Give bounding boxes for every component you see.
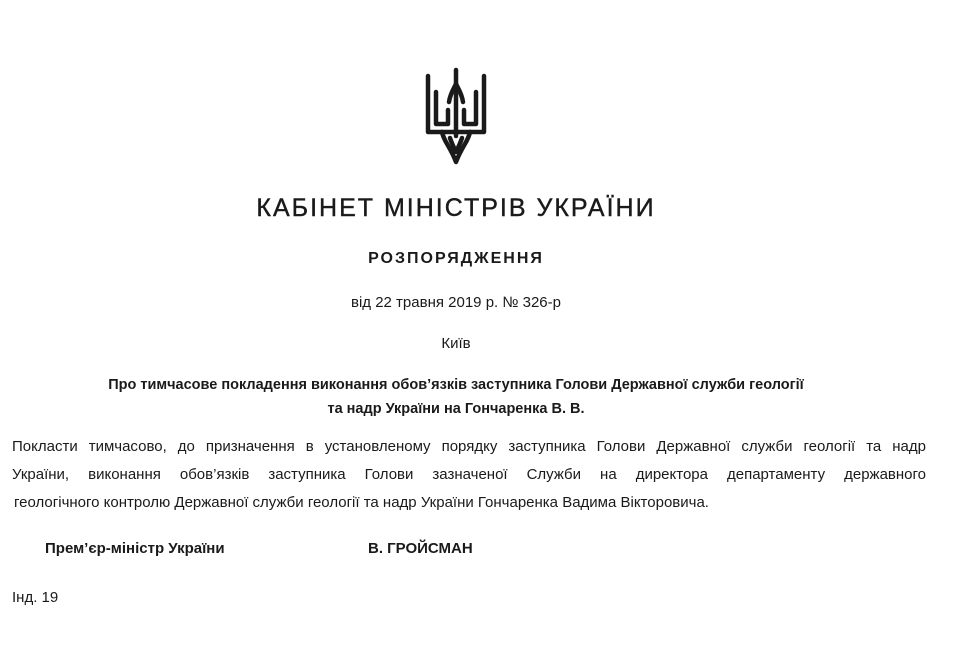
trident-coat-of-arms-icon (424, 66, 488, 166)
document-type: РОЗПОРЯДЖЕННЯ (368, 250, 544, 267)
document-city: Київ (441, 335, 471, 352)
organization-title: КАБІНЕТ МІНІСТРІВ УКРАЇНИ (256, 194, 656, 222)
document-body (12, 433, 926, 517)
subject-line: Про тимчасове покладення виконання обов’язків заступника Голови Державної служби геології (108, 377, 804, 393)
body-line: геологічного контролю Державної служби геології та надр України Гончаренка Вадима Вікторовича. (14, 494, 709, 511)
signatory-role: Прем’єр-міністр України (45, 540, 225, 557)
document-date: від 22 травня 2019 р. № 326-р (350, 294, 561, 311)
signatory-name: В. ГРОЙСМАН (368, 540, 473, 557)
document-index: Інд. 19 (12, 589, 59, 606)
document-subject (0, 373, 912, 421)
body-line: Покласти тимчасово, до призначення в установленому порядку заступника Голови Державної служби геології та надр (12, 438, 926, 455)
subject-line: та надр України на Гончаренка В. В. (327, 401, 585, 417)
body-line: України, виконання обов’язків заступника Голови зазначеної Служби на директора департаменту державного (12, 466, 926, 483)
